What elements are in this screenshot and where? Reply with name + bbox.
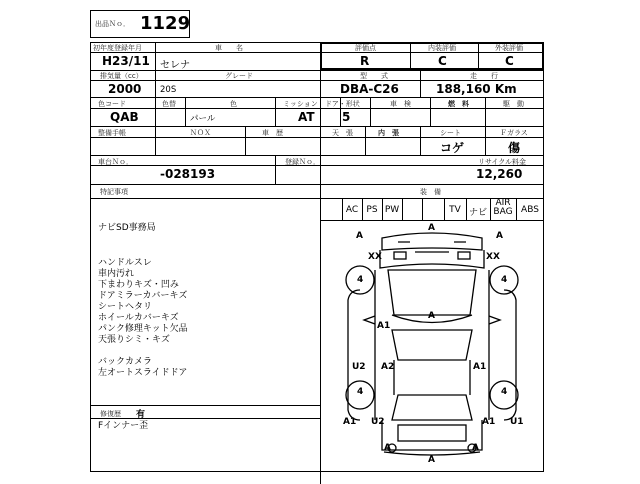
damage-mark-wheel-rl: 4 <box>357 387 364 397</box>
interior-trim-label: 内 張 <box>378 129 399 137</box>
damage-mark-rear-right-u: U1 <box>510 417 524 427</box>
repair-history-value: 有 <box>136 410 146 420</box>
color-code: QAB <box>110 110 139 124</box>
grade-label: グレード <box>225 72 253 80</box>
car-name-label: 車 名 <box>215 44 243 52</box>
damage-mark-left-door-u: U2 <box>352 362 366 372</box>
damage-mark-head-left: XX <box>368 252 382 262</box>
equipment-label: 装 備 <box>420 188 441 196</box>
damage-mark-rear-lamp-l: A <box>384 443 391 453</box>
nox-label: ＮＯＸ <box>190 129 211 137</box>
special-notes-label: 特記事項 <box>100 188 128 196</box>
note-item: ホイールカバーキズ <box>98 313 179 323</box>
lot-label: 出品Ｎｏ． <box>95 20 130 28</box>
doors-label: ドア・形状 <box>325 100 360 108</box>
displacement: 2000 <box>108 82 142 96</box>
chassis-number: -028193 <box>160 167 216 181</box>
score-label: 評価点 <box>355 44 376 52</box>
recycle-label: リサイクル料金 <box>478 158 527 166</box>
inspection-label: 車 検 <box>390 100 411 108</box>
damage-mark-left-door-a: A2 <box>381 362 395 372</box>
recycle-fee: 12,260 <box>476 167 523 181</box>
grade: 20S <box>160 85 177 95</box>
damage-mark-front-bumper: A <box>428 223 435 233</box>
doors: 5 <box>342 110 351 124</box>
car-damage-diagram <box>320 220 544 470</box>
ceiling-label: 天 張 <box>332 129 353 137</box>
damage-mark-front-left: A <box>356 231 363 241</box>
equip-ps: PS <box>366 205 378 215</box>
reg-no-label: 登録Ｎｏ． <box>285 158 320 166</box>
repair-history-label: 修復歴 <box>100 410 121 418</box>
displacement-label: 排気量（cc） <box>100 72 143 80</box>
fuel-label: 燃 料 <box>448 100 469 108</box>
note-item: 車内汚れ <box>98 269 135 279</box>
mileage-label: 走 行 <box>470 72 498 80</box>
color-name: パール <box>190 114 216 124</box>
color-label: 色 <box>230 100 237 108</box>
drive-label: 駆 動 <box>503 100 524 108</box>
equip-pw: PW <box>384 205 400 215</box>
note-item: 天張りシミ・キズ <box>98 335 170 345</box>
note-item: 下まわりキズ・凹み <box>98 280 179 290</box>
note-item: シートヘタリ <box>98 302 153 312</box>
damage-mark-wheel-fr: 4 <box>501 275 508 285</box>
equip-abs: ABS <box>521 205 539 215</box>
damage-mark-rear-bumper: A <box>428 455 435 465</box>
equip-ac: AC <box>345 205 359 215</box>
color-code-label: 色コード <box>98 100 126 108</box>
damage-mark-rear-right-a: A1 <box>482 417 496 427</box>
damage-mark-wheel-rr: 4 <box>501 387 508 397</box>
history-label: 車 歴 <box>262 129 283 137</box>
note-item: パンク修理キット欠品 <box>98 324 188 334</box>
damage-mark-rear-lamp-r: A <box>472 443 479 453</box>
damage-mark-head-right: XX <box>486 252 500 262</box>
model-label: 型 式 <box>360 72 388 80</box>
seat-condition: コゲ <box>440 141 465 155</box>
glass-label: Ｆガラス <box>500 129 528 137</box>
chassis-label: 車台Ｎｏ． <box>98 158 133 166</box>
glass-condition: 傷 <box>508 141 521 155</box>
reg-year: H23/11 <box>102 54 150 68</box>
damage-mark-rear-left-a: A1 <box>343 417 357 427</box>
note-item: 左オートスライドドア <box>98 368 188 378</box>
repair-note: Fインナー歪 <box>98 421 149 431</box>
note-item: ドアミラーカバーキズ <box>98 291 188 301</box>
mission: AT <box>298 110 315 124</box>
damage-mark-left-pillar: A1 <box>377 321 391 331</box>
damage-mark-right-door: A1 <box>473 362 487 372</box>
interior-label: 内装評価 <box>428 44 456 52</box>
equip-tv: TV <box>449 205 461 215</box>
color-change-label: 色替 <box>162 100 176 108</box>
damage-mark-rear-left-u: U2 <box>371 417 385 427</box>
reg-year-label: 初年度登録年月 <box>93 44 142 52</box>
mileage: 188,160 Km <box>436 82 517 96</box>
notes-first-line: ナビSD事務局 <box>98 223 156 233</box>
note-item: ハンドルスレ <box>98 258 152 268</box>
score: R <box>360 54 370 68</box>
equip-navi: ナビ <box>468 208 487 218</box>
mission-label: ミッション <box>283 100 318 108</box>
interior-score: C <box>438 54 447 68</box>
equip-airbag: AIR BAG <box>493 198 513 217</box>
manual-label: 整備手帳 <box>98 129 126 137</box>
car-name: セレナ <box>160 60 190 71</box>
damage-mark-front-right: A <box>496 231 503 241</box>
damage-mark-wheel-fl: 4 <box>357 275 364 285</box>
note-item: バックカメラ <box>98 357 153 367</box>
model-code: DBA-C26 <box>340 82 399 96</box>
exterior-score: C <box>505 54 514 68</box>
lot-number: 1129 <box>140 13 191 34</box>
seat-label: シート <box>440 129 461 137</box>
damage-mark-hood: A <box>428 311 435 321</box>
exterior-label: 外装評価 <box>495 44 523 52</box>
